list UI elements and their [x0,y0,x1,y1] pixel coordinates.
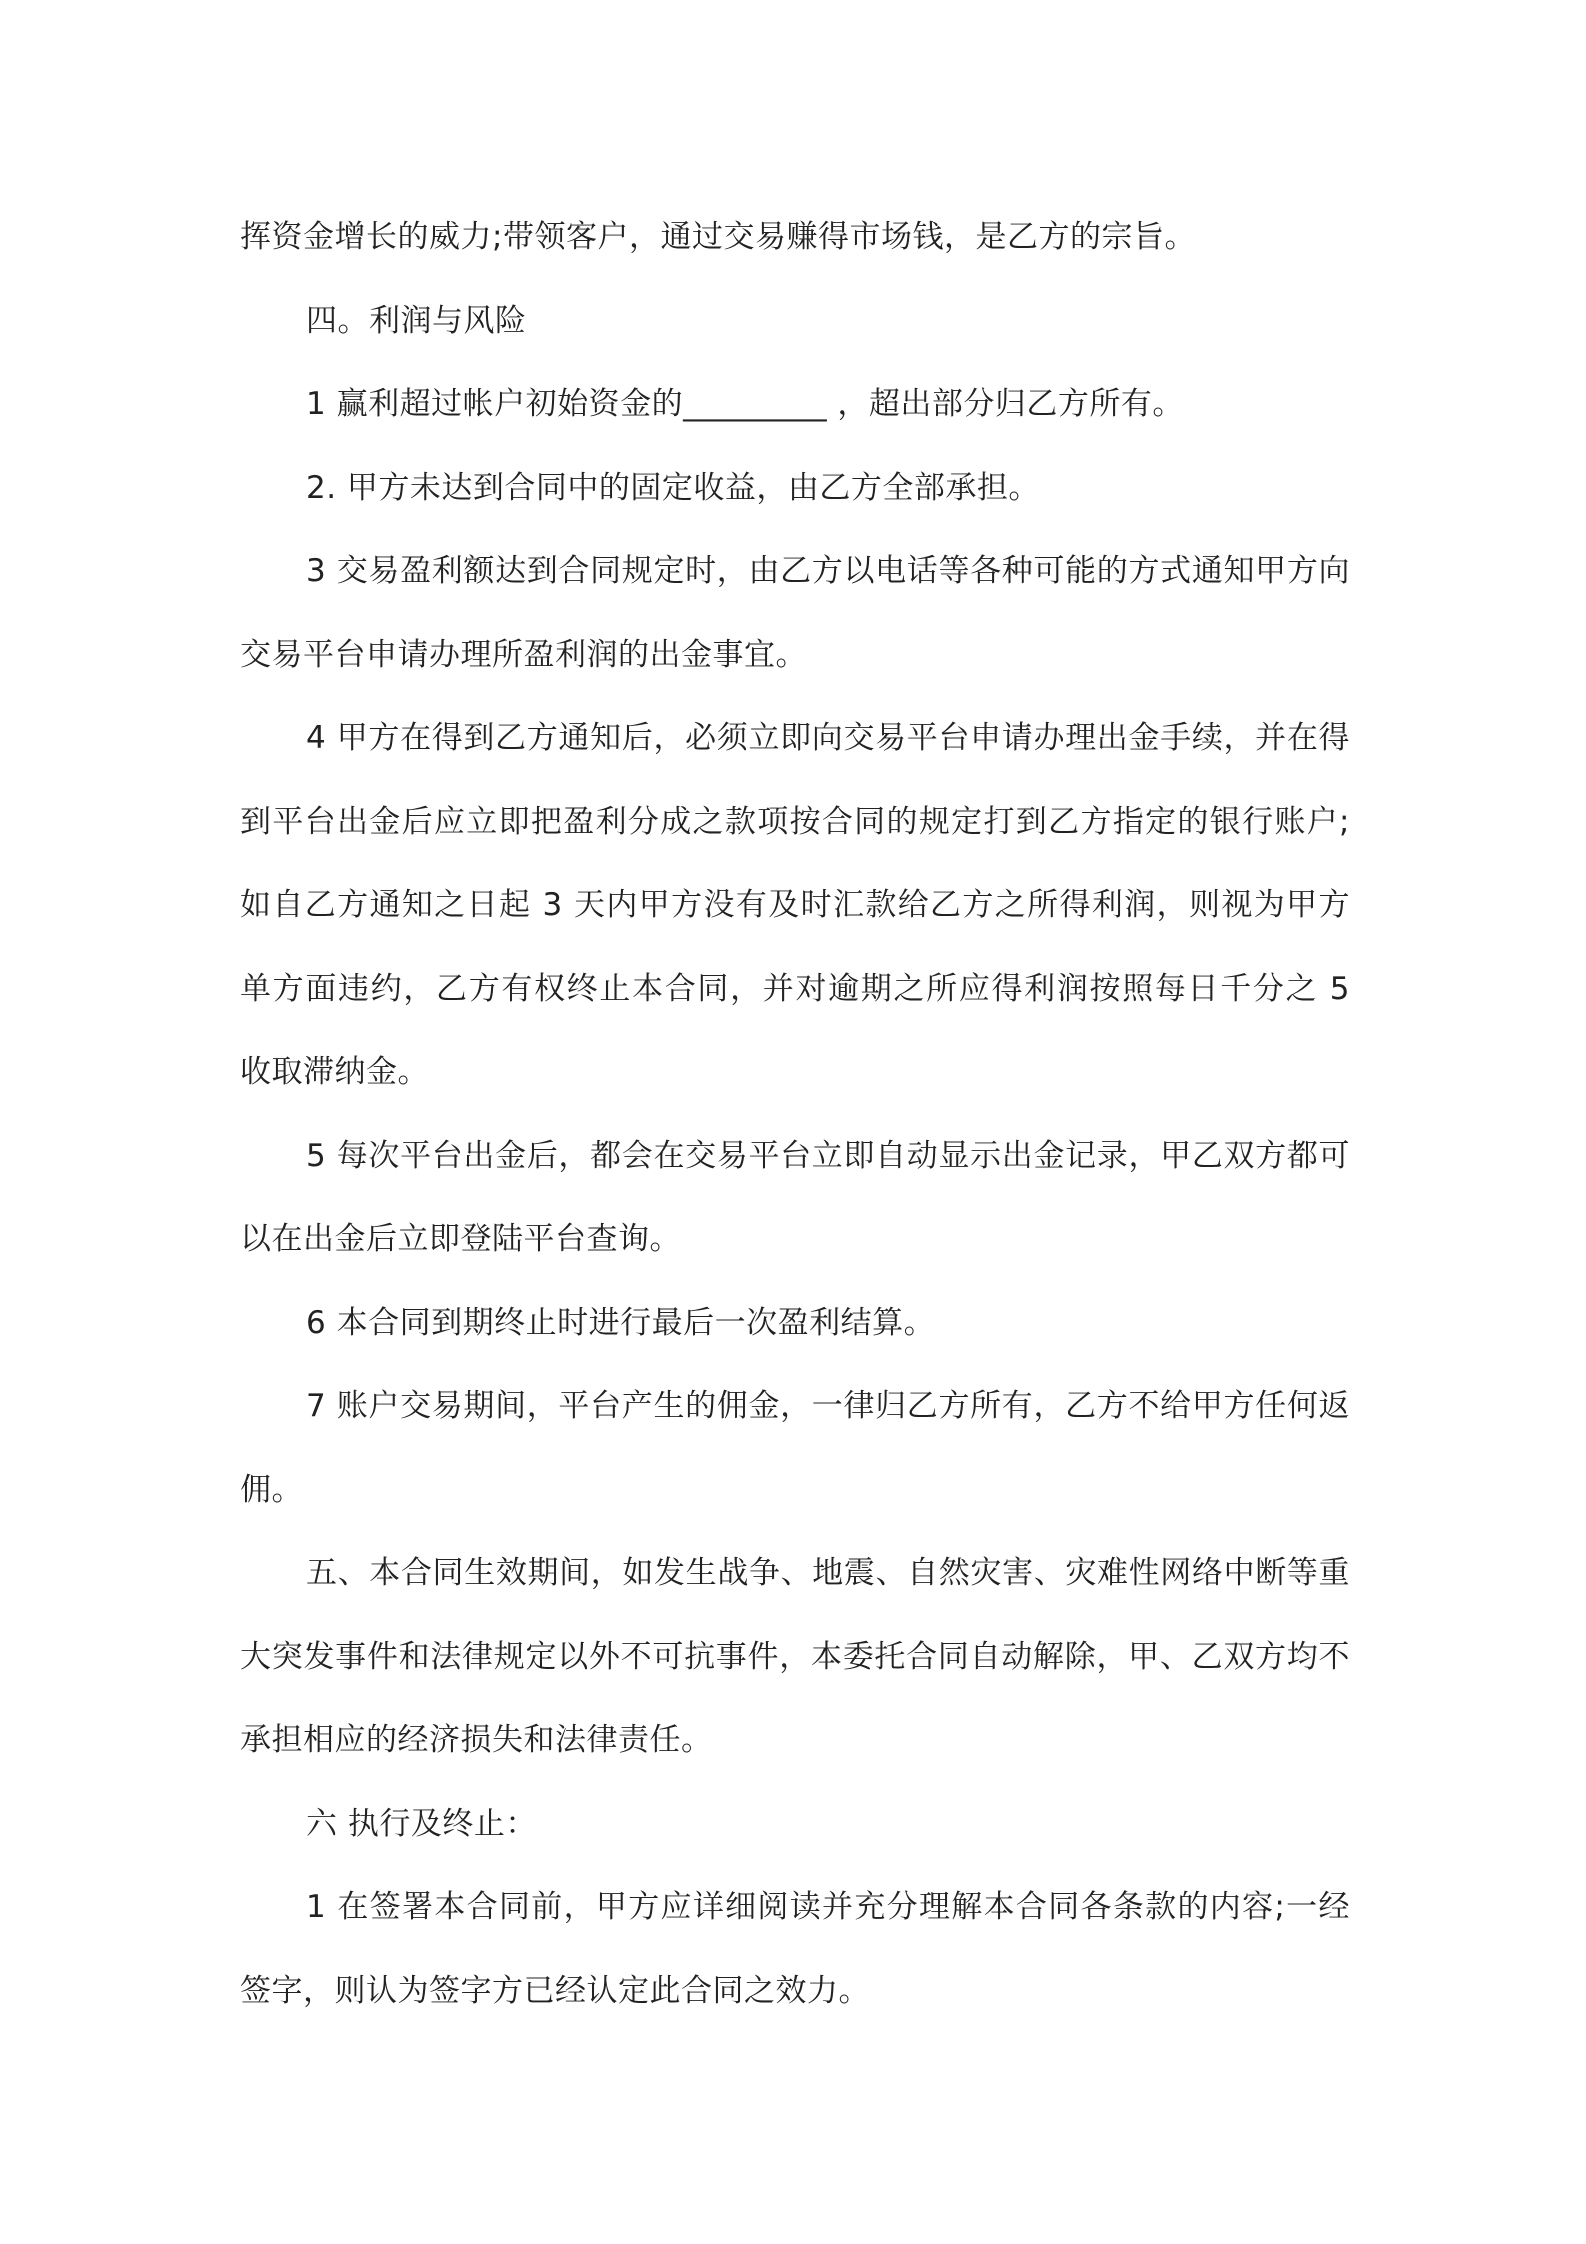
clause-4-3: 3 交易盈利额达到合同规定时，由乙方以电话等各种可能的方式通知甲方向交易平台申请办理所盈利润的出金事宜。 [240,553,1350,673]
clause-4-7: 7 账户交易期间，平台产生的佣金，一律归乙方所有，乙方不给甲方任何返佣。 [240,1388,1350,1508]
paragraph-intro-continuation: 挥资金增长的威力;带领客户，通过交易赚得市场钱，是乙方的宗旨。 [240,219,1196,255]
clause-4-1: 1 赢利超过帐户初始资金的_________ ，超出部分归乙方所有。 [306,386,1184,422]
clause-4-2: 2. 甲方未达到合同中的固定收益，由乙方全部承担。 [306,469,1040,506]
section-heading-profit-risk: 四。利润与风险 [306,302,527,339]
section-heading-execution-termination: 六 执行及终止： [306,1805,537,1842]
clause-4-6: 6 本合同到期终止时进行最后一次盈利结算。 [306,1304,936,1341]
section-force-majeure: 五、本合同生效期间，如发生战争、地震、自然灾害、灾难性网络中断等重大突发事件和法律规定以外不可抗事件，本委托合同自动解除，甲、乙双方均不承担相应的经济损失和法律责任。 [240,1555,1350,1758]
clause-6-1: 1 在签署本合同前，甲方应详细阅读并充分理解本合同各条款的内容;一经签字，则认为签字方已经认定此合同之效力。 [240,1889,1350,2009]
clause-4-5: 5 每次平台出金后，都会在交易平台立即自动显示出金记录，甲乙双方都可以在出金后立即登陆平台查询。 [240,1137,1350,1257]
document-page [240,196,1350,2033]
clause-4-4: 4 甲方在得到乙方通知后，必须立即向交易平台申请办理出金手续，并在得到平台出金后应立即把盈利分成之款项按合同的规定打到乙方指定的银行账户;如自乙方通知之日起 3 天内甲方没有及时汇款给乙方之所得利润，则视为甲方单方面违约，乙方有权终止本合同，并对逾期之所应得利润按照每日千分之 5 收取滞纳金。 [240,720,1350,1090]
